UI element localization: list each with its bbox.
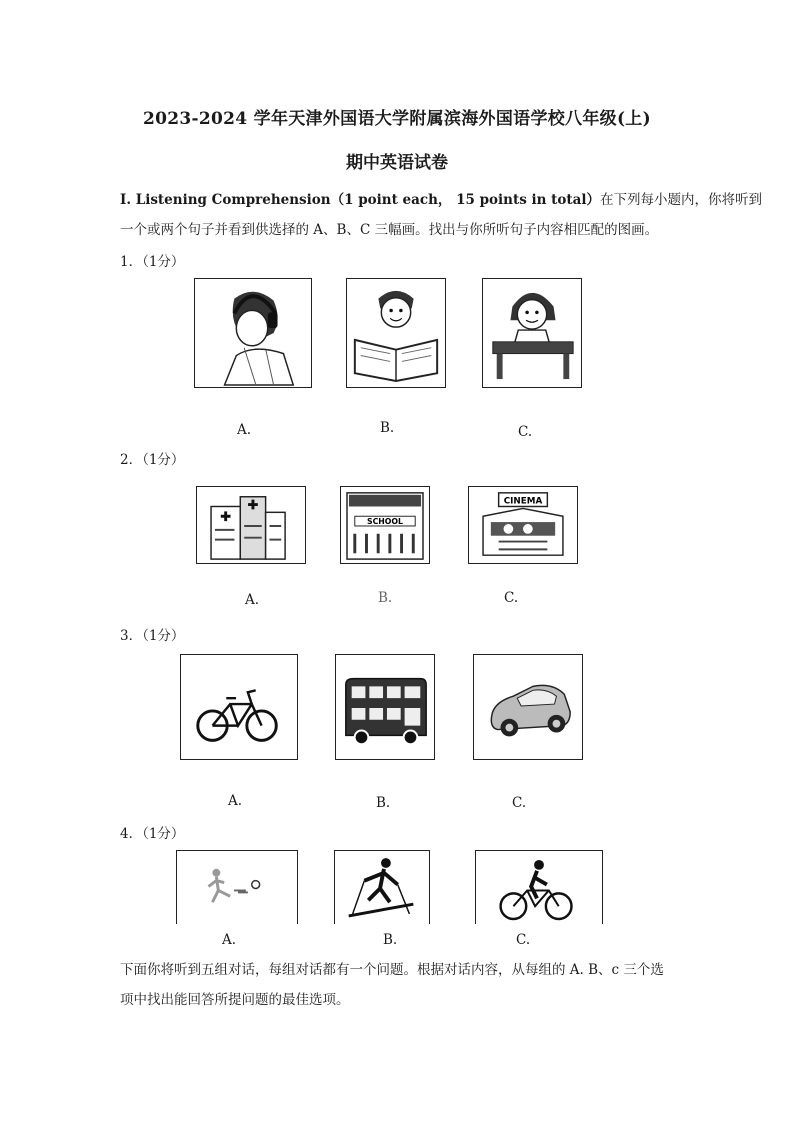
school-sign-text: SCHOOL	[366, 517, 404, 527]
question-3-number: 3．（1分）	[120, 628, 185, 644]
q2-option-b-label[interactable]: B.	[378, 590, 393, 606]
q4-option-c-image[interactable]	[475, 850, 603, 924]
q2-option-a-image[interactable]	[196, 486, 306, 564]
q1-option-b-label[interactable]: B.	[380, 420, 395, 436]
girl-with-headphones-icon	[195, 279, 311, 387]
section1-instruction	[120, 188, 762, 208]
cycling-icon	[476, 851, 602, 924]
hospital-icon	[197, 487, 305, 563]
cinema-sign-text: CINEMA	[503, 496, 543, 507]
q1-option-b-image[interactable]	[346, 278, 446, 388]
section2-instruction-line2: 项中找出能回答所提问题的最佳选项。	[120, 992, 350, 1008]
section2-instruction-line1: 下面你将听到五组对话，每组对话都有一个问题。根据对话内容，从每组的 A. B、c 三个选	[120, 962, 664, 978]
q3-option-a-label[interactable]: A.	[228, 793, 243, 809]
section1-heading: I. Listening Comprehension（1 point each， 15 points in total）	[120, 192, 600, 208]
q3-option-c-label[interactable]: C.	[512, 795, 527, 811]
q3-option-c-image[interactable]	[473, 654, 583, 760]
bicycle-icon	[181, 655, 297, 759]
question-4-number: 4．（1分）	[120, 826, 185, 842]
cinema-icon	[469, 487, 577, 563]
q2-option-c-image[interactable]	[468, 486, 578, 564]
skiing-icon	[335, 851, 429, 924]
section1-instruction-tail: 在下列每小题内，你将听到	[600, 192, 762, 208]
q3-option-b-label[interactable]: B.	[376, 795, 391, 811]
q4-option-c-label[interactable]: C.	[516, 932, 531, 948]
double-decker-bus-icon	[336, 655, 434, 759]
exam-title: 2023-2024 学年天津外国语大学附属滨海外国语学校八年级(上)	[143, 109, 651, 129]
q4-option-b-label[interactable]: B.	[383, 932, 398, 948]
q2-option-b-image[interactable]	[340, 486, 430, 564]
boy-reading-book-icon	[347, 279, 445, 387]
q4-option-b-image[interactable]	[334, 850, 430, 924]
q1-option-a-image[interactable]	[194, 278, 312, 388]
q2-option-a-label[interactable]: A.	[245, 592, 260, 608]
question-2-number: 2．（1分）	[120, 452, 185, 468]
q1-option-a-label[interactable]: A.	[237, 422, 252, 438]
girl-at-desk-icon	[483, 279, 581, 387]
section1-instruction-line2: 一个或两个句子并看到供选择的 A、B、C 三幅画。找出与你所听句子内容相匹配的图画。	[120, 222, 659, 238]
q1-option-c-label[interactable]: C.	[518, 424, 533, 440]
q3-option-b-image[interactable]	[335, 654, 435, 760]
school-icon	[341, 487, 429, 563]
car-icon	[474, 655, 582, 759]
q4-option-a-image[interactable]	[176, 850, 298, 924]
q1-option-c-image[interactable]	[482, 278, 582, 388]
q2-option-c-label[interactable]: C.	[504, 590, 519, 606]
exam-subtitle: 期中英语试卷	[346, 153, 448, 173]
kicking-ball-icon	[177, 851, 297, 924]
question-1-number: 1．（1分）	[120, 254, 185, 270]
q3-option-a-image[interactable]	[180, 654, 298, 760]
q4-option-a-label[interactable]: A.	[222, 932, 237, 948]
